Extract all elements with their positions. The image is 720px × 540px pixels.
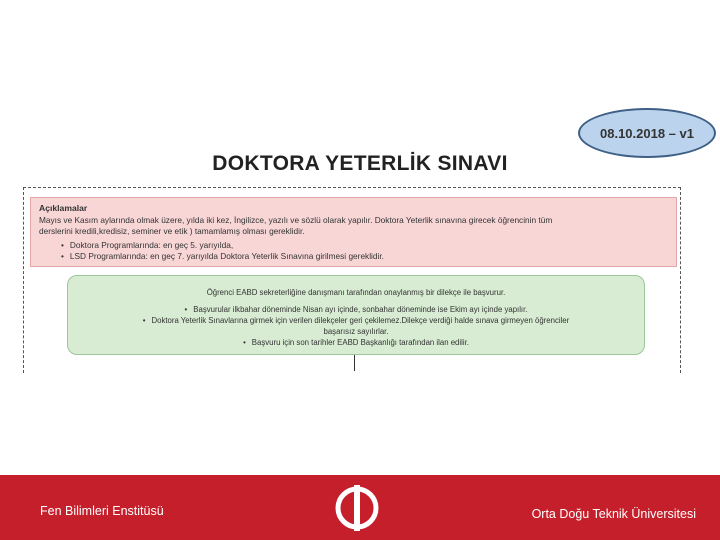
odtu-logo-icon xyxy=(330,484,384,532)
descriptions-box xyxy=(30,197,677,267)
descriptions-bullet: • Doktora Programlarında: en geç 5. yarıyılda, xyxy=(61,240,668,251)
university-name: Orta Doğu Teknik Üniversitesi xyxy=(531,507,696,521)
application-process-box xyxy=(67,275,645,355)
process-bullet-text: Doktora Yeterlik Sınavlarına girmek için verilen dilekçeler geri çekilemez.Dilekçe verdiği halde sınava girmeyen öğrenciler xyxy=(151,315,570,325)
descriptions-bullet: • LSD Programlarında: en geç 7. yarıyılda Doktora Yeterlik Sınavına girilmesi gereklidir. xyxy=(61,251,668,262)
descriptions-bullet-list xyxy=(39,240,668,262)
process-bullet: • Başvuru için son tarihler EABD Başkanlığı tarafından ilan edilir. xyxy=(68,338,644,349)
process-bullet xyxy=(68,316,644,338)
descriptions-line-1: Mayıs ve Kasım aylarında olmak üzere, yılda iki kez, İngilizce, yazılı ve sözlü olarak yapılır. Doktora Yeterlik sınavına girecek öğrencinin tüm xyxy=(39,214,553,225)
descriptions-heading: Açıklamalar xyxy=(39,203,88,213)
process-bullet-continuation: başarısız sayılırlar. xyxy=(323,326,389,336)
footer-bar xyxy=(0,475,720,540)
flow-connector-line xyxy=(354,355,355,371)
process-bullet-list xyxy=(68,305,644,349)
institute-name: Fen Bilimleri Enstitüsü xyxy=(40,504,164,518)
process-intro: Öğrenci EABD sekreterliğine danışmanı tarafından onaylanmış bir dilekçe ile başvurur. xyxy=(206,288,506,297)
descriptions-line-2: derslerini kredili,kredisiz, seminer ve etik ) tamamlamış olması gereklidir. xyxy=(39,225,305,236)
version-text: 08.10.2018 – v1 xyxy=(600,125,694,141)
version-badge xyxy=(578,108,716,158)
page-title: DOKTORA YETERLİK SINAVI xyxy=(212,152,508,175)
process-bullet: • Başvurular ilkbahar döneminde Nisan ayı içinde, sonbahar döneminde ise Ekim ayı içinde yapılır. xyxy=(68,305,644,316)
